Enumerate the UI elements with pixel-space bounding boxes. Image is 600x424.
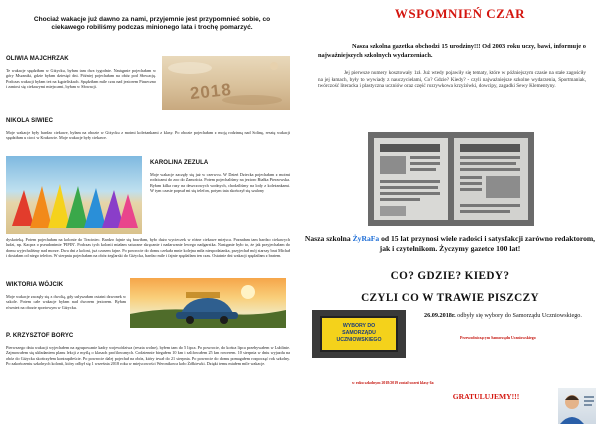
- section-name: KAROLINA ZEZULA: [150, 160, 209, 166]
- election-sign: [320, 316, 398, 352]
- section-name: OLIWIA MAJCHRZAK: [6, 56, 69, 62]
- section-text: Moje wakacje były bardzo ciekawe, byłam na obozie w Giżycku z moimi koleżankami z klasy. Po obozie pojechałam z moją rodzinną nad Solinę, resztę wakacji spędziłam u cioci w Krakowie. Moje wakacje były ciekawe.: [6, 130, 290, 141]
- zyrafa-paragraph: [300, 234, 600, 254]
- newspaper-photo: [368, 132, 534, 226]
- student-illustration: [558, 388, 596, 424]
- section-text: Pierwszego dnia wakacji wyjechałem na zgrupowanie kadry województwa (reszta wolne), byłem tam do 5 lipca. Po powrocie, do końca lipca przebywałem w Lublinie. Zajmowałem się układaniem planu lekcji z myślą o klasach profilowanych. Codziennie biegałem 10 km i szlifowałem 25 km rowerem. 10 sierpnia w dniu wyjazdu na obóz do Giżycka skończyłem kontrapiłeście. Po powrocie dalej pojechał na obóz, który trwał do 21 sierpnia. Po powrocie do domu pomagałem rozpocząć rok szkolny. Po zakończeniu szkolnych kolonii, który odbył się 1 września 2018 roku w miejscowości Weronikowa koło Żółkiewki. Dzięki temu miałem mile wakacje.: [6, 345, 290, 366]
- election-sign-photo: [312, 310, 406, 358]
- section-heading-1: CO? GDZIE? KIEDY?: [390, 270, 510, 282]
- section-name: NIKOLA SIWIEC: [6, 118, 54, 124]
- page-title: WSPOMNIEŃ CZAR: [394, 6, 526, 21]
- karolina-intro: Moje wakacje zaczęły się już w czerwcu. W Dzień Dziecka pojechałam z moimi rodzicami do zoo do Zamościa. Potem pojechaliśmy na jezioro Białka Pierzowska. Byłam kilka razy na deszczowych wodnych, chodziliśmy na lody z koleżankami. W tym czasie popsuł mi się telefon, potym tata skończył się szalony: [150, 172, 290, 193]
- sand-year-text: 2018: [189, 79, 233, 104]
- right-page: [300, 0, 600, 424]
- election-sign-text: WYBORY DO SAMORZĄDU UCZNIOWSKIEGO: [336, 323, 382, 343]
- section-text: Moje wakacje zaczęły się z dwolią, gdy usłyszałam ostatni dzwonek w szkole. Potem całe wakacje byłam nad dworem jeziorem. Byłam również na obozie sportowym w Giżycku.: [6, 294, 126, 310]
- intro-text: Chociaż wakacje już dawno za nami, przyjemnie jest przypomnieć sobie, co ciekawego robiliśmy podczas minionego lata i trochę pomarzyć.: [33, 16, 271, 32]
- karolina-rest: dyskoteką. Potem pojechałam na kolonie do Trzciniec. Bardzo fajnie się bawiłam, było dużo wycieczek w różne ciekawe miejsca. Poznałam tam bardzo ciekawych ludzi, np. Kacpra o pseudonimie 'PIPIN'. Podczas tych kolonii miałam sztuczne skręcanie i nadarwanie lewego nadgarstka. Następnie było to, że jak przyjechałam do domu wyjechaliśmy nad morze. Dwa dni z koloni, już czasem fajne. Po powrocie do domu czekała mnie kolejna miła niespodzianka, przyjechał mój starszy brat Michał i dostałam od niego telefon. W sierpniu pojechałam na obóz żeglarski do Giżycka, bardzo mile i fajnie spędziłam ten czas. Ostatnie dni wakacji spędziłam z bratem.: [6, 237, 290, 258]
- zyrafa-prefix: Nasza szkolna: [304, 234, 353, 243]
- zyrafa-name: ŻyRaFa: [352, 234, 380, 243]
- beetle-car-photo: [130, 278, 286, 328]
- zyrafa-rest: od 15 lat przynosi wiele radości i satysfakcji zarówno redaktorom, jak i czytelnikom. Życzymy gazetce 100 lat!: [379, 234, 596, 253]
- section-text-intro: [150, 172, 290, 236]
- left-page: [0, 0, 296, 424]
- beach-shoes-illustration: [6, 156, 142, 234]
- section-name: P. KRZYSZTOF BORYC: [6, 333, 74, 339]
- beach-shoes-photo: [6, 156, 142, 234]
- section-heading-2: CZYLI CO W TRAWIE PISZCZY: [361, 292, 539, 304]
- sand-2018-photo: [162, 56, 290, 110]
- election-text: [418, 312, 588, 320]
- year-line: w roku szkolnym 2018/2019 został uczeń klasy 6a: [352, 381, 434, 385]
- congratulations-text: GRATULUJEMY!!!: [452, 392, 520, 401]
- anniversary-paragraph: Nasza szkolna gazetka obchodzi 15 urodziny!!! Od 2003 roku uczy, bawi, informuje o najważniejszych szkolnych wydarzeniach.: [318, 43, 586, 59]
- beetle-car-illustration: [130, 278, 286, 328]
- student-photo: [558, 388, 596, 424]
- history-paragraph: Jej pierwsze numery kosztowały 1zł. Już wtedy pojawiły się tematy, które w późniejszym czasie na stałe zagościły na jej łamach, były to wywiady z nauczycielami, Co? Gdzie? Kiedy? - czyli najważniejsze szkolne wydarzenia, Sportmaniak, twórczość literacka i plastyczna uczniów oraz część rozrywkowa krzyżówki, dowcipy, zagadki Sewy Klementyny.: [318, 70, 586, 89]
- section-name: WIKTORIA WÓJCIK: [6, 282, 64, 288]
- chair-line: Przewodniczącym Samorządu Uczniowskiego: [460, 336, 536, 340]
- section-text: Te wakacje spędziłam w Giżycku, byłam tam dwa tygodnie. Następnie pojechałam w góry Mszaniki, gdzie byłam dziesięć dni. Później pojechałam na obóz pod Słowację. Podczas wakacji byłam też na kąpieliskach. Spędziłam mile czas nad jeziorem Piaseczno i zaniosi się ciekawymi miejscami, byłam w Słowacji.: [6, 68, 156, 89]
- election-description: odbyły się wybory do Samorządu Uczniowskiego.: [455, 312, 582, 319]
- election-date: 26.09.2018r.: [424, 312, 456, 319]
- newspaper-illustration: [368, 132, 534, 226]
- section-text: [6, 237, 290, 277]
